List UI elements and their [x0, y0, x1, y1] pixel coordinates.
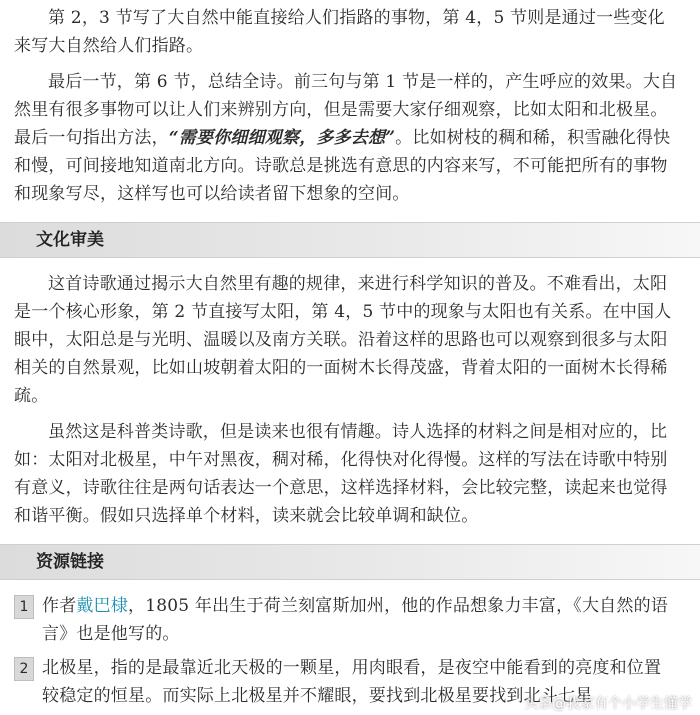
- intro-paragraph-1: 第 2，3 节写了大自然中能直接给人们指路的事物，第 4，5 节则是通过一些变化来写大自然给人们指路。: [14, 8, 665, 56]
- item-number-badge: 1: [14, 595, 34, 619]
- item-text-a: 作者: [42, 596, 77, 616]
- intro-p2-quote: “需要你细细观察，多多去想”: [168, 128, 396, 148]
- culture-paragraph-1: 这首诗歌通过揭示大自然里有趣的规律，来进行科学知识的普及。不难看出，太阳是一个核心形象，第 2 节直接写太阳，第 4，5 节中的现象与太阳也有关系。在中国人眼中，太阳总是与光明、温暖以及南方关联。沿着这样的思路也可以观察到很多与太阳相关的自然景观，比如山坡朝着太阳的一面树木长得茂盛，背着太阳的一面树木长得稀疏。: [14, 274, 672, 406]
- author-link[interactable]: 戴巴棣: [76, 596, 129, 616]
- section-header-resources: [0, 544, 700, 580]
- item-text-a: 北极星，指的是最靠近北天极的一颗星，用肉眼看，是夜空中能看到的亮度和位置较稳定的恒星。而实际上北极星并不耀眼，要找到北极星: [42, 658, 662, 706]
- intro-p2-text-b: 。比如树枝的稠和稀，积雪融化得快和慢，可间接地知道南北方向。诗歌总是挑选有意思的内容来写，不可能把所有的事物和现象写尽，这样写也可以给读者留下想象的空间。: [14, 128, 671, 204]
- section-header-culture: [0, 222, 700, 258]
- item-number-badge: 2: [14, 657, 34, 681]
- intro-p2-text-a: 最后一节，第 6 节，总结全诗。前三句与第 1 节是一样的，产生呼应的效果。大自然里有很多事物可以让人们来辨别方向，但是需要大家仔细观察，比如太阳和北极星。最后一句指出方法，: [14, 72, 678, 148]
- section-title-culture: 文化审美: [36, 230, 104, 250]
- source-watermark: 头条@我家有个小学生懂学: [524, 696, 692, 712]
- section-title-resources: 资源链接: [36, 552, 104, 572]
- resource-item-1: [0, 592, 700, 648]
- intro-paragraph-2: [0, 68, 700, 208]
- item-text-b: 要找到北斗七星: [472, 686, 593, 706]
- resource-item-text: [42, 592, 678, 648]
- culture-paragraph-2: 虽然这是科普类诗歌，但是读来也很有情趣。诗人选择的材料之间是相对应的，比如：太阳对北极星，中午对黑夜，稠对稀，化得快对化得慢。这样的写法在诗歌中特别有意义，诗歌往往是两句话表达一个意思，这样选择材料，会比较完整，读起来也觉得和谐平衡。假如只选择单个材料，读来就会比较单调和缺位。: [14, 422, 668, 526]
- item-text-b: ，1805 年出生于荷兰刻富斯加州，他的作品想象力丰富，《大自然的语言》也是他写的。: [42, 596, 668, 644]
